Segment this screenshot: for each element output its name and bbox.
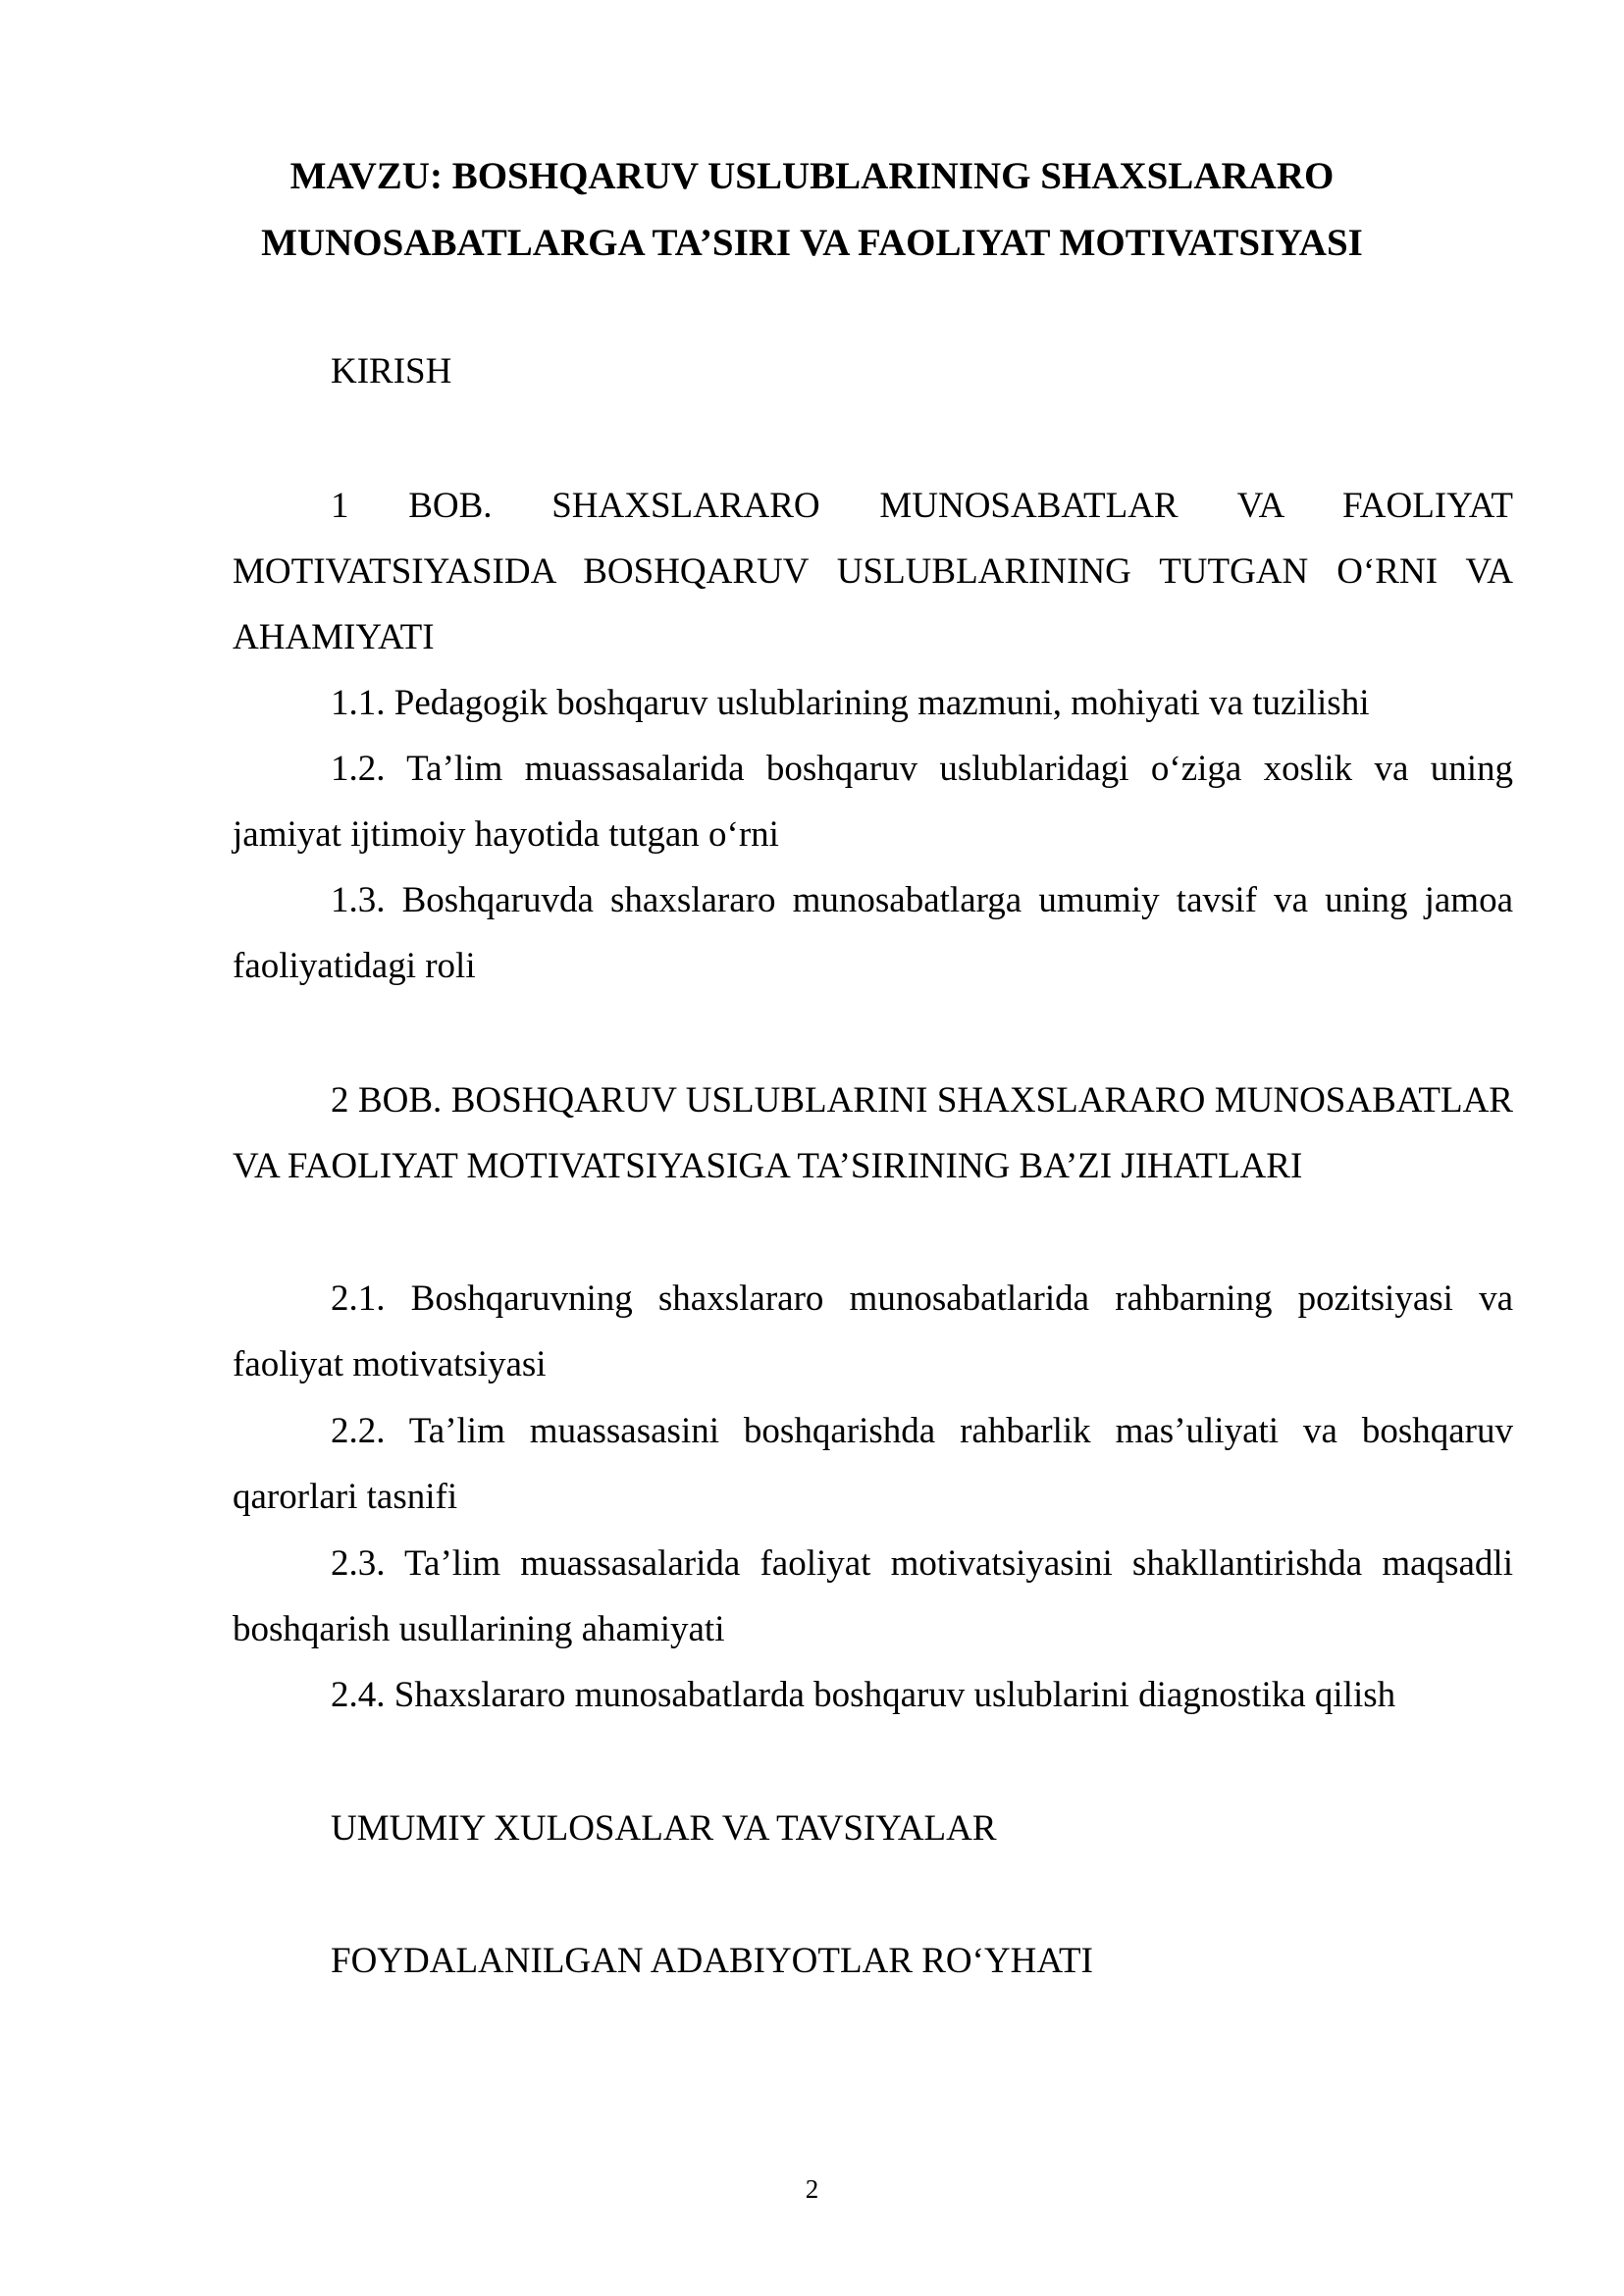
toc-section-2-4: 2.4. Shaxslararo munosabatlarda boshqaruv uslublarini diagnostika qilish — [331, 1675, 1396, 1715]
toc-section-2-1: 2.1. Boshqaruvning shaxslararo munosabatlarida rahbarning pozitsiyasi va faoliyat motivatsiyasi — [233, 1278, 1513, 1384]
toc-section-2-3: 2.3. Ta’lim muassasalarida faoliyat motivatsiyasini shakllantirishda maqsadli boshqarish usullarining ahamiyati — [233, 1543, 1513, 1649]
toc-references: FOYDALANILGAN ADABIYOTLAR RO‘YHATI — [331, 1941, 1093, 1981]
toc-section-2-2: 2.2. Ta’lim muassasasini boshqarishda rahbarlik mas’uliyati va boshqaruv qarorlari tasnifi — [233, 1411, 1513, 1517]
toc-section-1-1: 1.1. Pedagogik boshqaruv uslublarining mazmuni, mohiyati va tuzilishi — [331, 683, 1370, 723]
page-number: 2 — [805, 2174, 819, 2204]
toc-chapter-2-heading: 2 BOB. BOSHQARUV USLUBLARINI SHAXSLARARO MUNOSABATLAR VA FAOLIYAT MOTIVATSIYASIGA TA’SIRINING BA’ZI JIHATLARI — [233, 1080, 1513, 1186]
title-line-1: MAVZU: BOSHQARUV USLUBLARINING SHAXSLARARO — [289, 155, 1335, 197]
title-line-2: MUNOSABATLARGA TA’SIRI VA FAOLIYAT MOTIVATSIYASI — [261, 222, 1363, 264]
toc-intro: KIRISH — [331, 351, 452, 391]
toc-section-1-2: 1.2. Ta’lim muassasalarida boshqaruv uslublaridagi o‘ziga xoslik va uning jamiyat ijtimoiy hayotida tutgan o‘rni — [233, 749, 1513, 855]
toc-section-1-3: 1.3. Boshqaruvda shaxslararo munosabatlarga umumiy tavsif va uning jamoa faoliyatidagi roli — [233, 880, 1513, 986]
document-title — [233, 143, 1391, 277]
toc-conclusions: UMUMIY XULOSALAR VA TAVSIYALAR — [331, 1808, 997, 1849]
toc-chapter-1-heading: 1 BOB. SHAXSLARARO MUNOSABATLAR VA FAOLIYAT MOTIVATSIYASIDA BOSHQARUV USLUBLARINING TUTGAN O‘RNI VA AHAMIYATI — [233, 486, 1513, 657]
